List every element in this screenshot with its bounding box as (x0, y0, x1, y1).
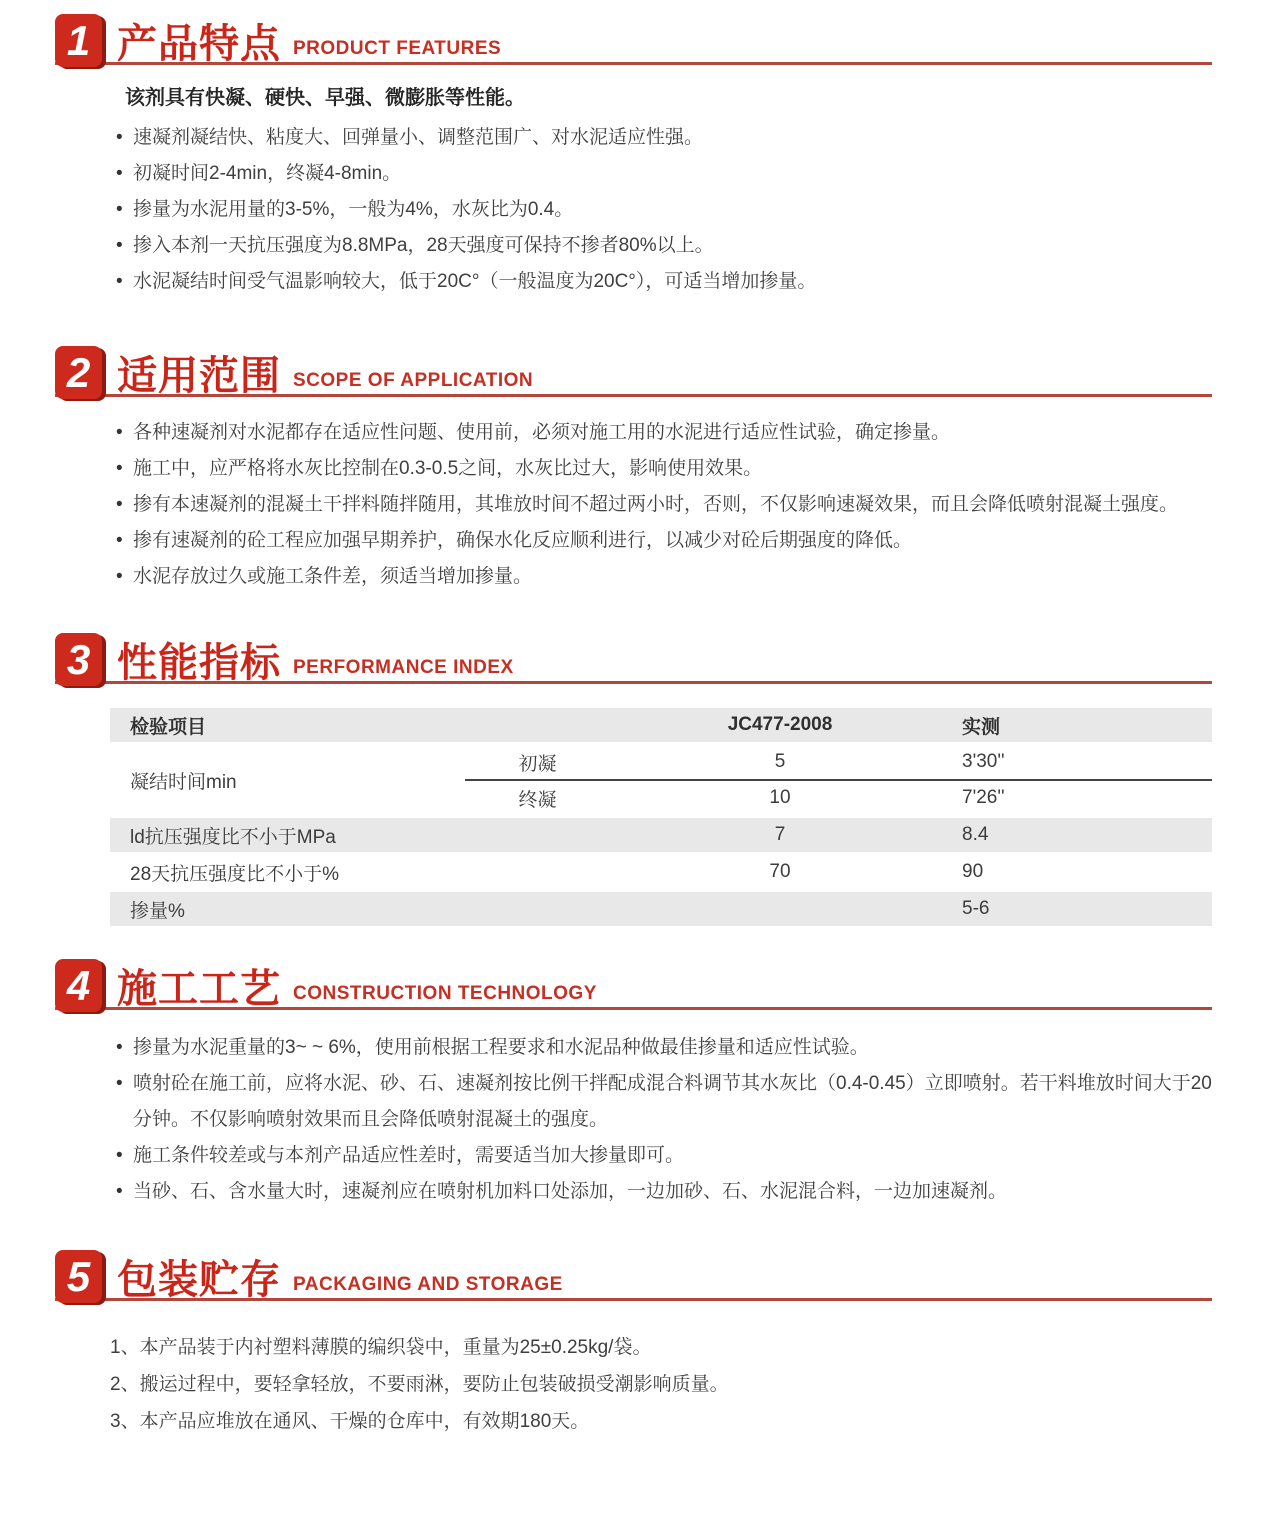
cell-value: 10 (610, 780, 950, 817)
cell-value: 90 (950, 854, 1212, 891)
section-3-number-badge (55, 633, 102, 686)
scope-list (113, 415, 1214, 595)
section-1-subtitle: PRODUCT FEATURES (293, 38, 502, 59)
section-3-subtitle: PERFORMANCE INDEX (293, 657, 514, 678)
section-product-features (0, 14, 1280, 300)
section-5-header (55, 1250, 1212, 1301)
section-2-subtitle: SCOPE OF APPLICATION (293, 370, 534, 391)
cell-value: 5-6 (950, 891, 1212, 928)
cell-initial-set: 初凝 (465, 744, 610, 781)
section-4-subtitle: CONSTRUCTION TECHNOLOGY (293, 983, 597, 1004)
cell-item: 掺量% (110, 891, 610, 928)
section-2-number-badge (55, 346, 102, 399)
cell-final-set: 终凝 (465, 780, 610, 817)
list-item: • 各种速凝剂对水泥都存在适应性问题、使用前，必须对施工用的水泥进行适应性试验，确定掺量。 (113, 415, 1214, 451)
cell-item: ld抗压强度比不小于MPa (110, 817, 610, 854)
section-number: 1 (66, 16, 91, 64)
table-header-row (110, 708, 1212, 744)
cell-value: 3'30'' (950, 744, 1212, 781)
cell-value: 70 (610, 854, 950, 891)
section-5-subtitle: PACKAGING AND STORAGE (293, 1274, 563, 1295)
section-number: 2 (66, 348, 91, 396)
list-item: • 水泥存放过久或施工条件差，须适当增加掺量。 (113, 559, 1214, 595)
table-row (110, 744, 1212, 781)
section-1-number-badge (55, 14, 102, 67)
intro-text: 该剂具有快凝、硬快、早强、微膨胀等性能。 (125, 87, 525, 109)
section-2-header (55, 346, 1212, 397)
cell-value: 7'26'' (950, 780, 1212, 817)
cell-value: 7 (610, 817, 950, 854)
performance-table (110, 708, 1212, 929)
list-item: • 当砂、石、含水量大时，速凝剂应在喷射机加料口处添加，一边加砂、石、水泥混合料，一边加速凝剂。 (113, 1174, 1214, 1210)
section-4-number-badge (55, 959, 102, 1012)
list-item: • 速凝剂凝结快、粘度大、回弹量小、调整范围广、对水泥适应性强。 (113, 120, 1214, 156)
section-performance-index (0, 633, 1280, 929)
list-item: 1、本产品装于内衬塑料薄膜的编织袋中，重量为25±0.25kg/袋。 (110, 1337, 652, 1358)
table-row (110, 891, 1212, 928)
table-row (110, 854, 1212, 891)
list-item: • 掺有速凝剂的砼工程应加强早期养护，确保水化反应顺利进行，以减少对砼后期强度的降低。 (113, 523, 1214, 559)
list-item: • 掺有本速凝剂的混凝土干拌料随拌随用，其堆放时间不超过两小时，否则，不仅影响速凝效果，而且会降低喷射混凝土强度。 (113, 487, 1214, 523)
section-packaging-and-storage (0, 1250, 1280, 1440)
list-item: • 施工条件较差或与本剂产品适应性差时，需要适当加大掺量即可。 (113, 1138, 1214, 1174)
list-item: • 初凝时间2-4min，终凝4-8min。 (113, 156, 1214, 192)
list-item: • 水泥凝结时间受气温影响较大，低于20C°（一般温度为20C°），可适当增加掺量。 (113, 264, 1214, 300)
list-item: 2、搬运过程中，要轻拿轻放，不要雨淋，要防止包装破损受潮影响质量。 (110, 1374, 729, 1395)
cell-value: 5 (610, 744, 950, 781)
column-header-standard: JC477-2008 (610, 708, 950, 744)
list-item: • 施工中，应严格将水灰比控制在0.3-0.5之间，水灰比过大，影响使用效果。 (113, 451, 1214, 487)
section-2-title: 适用范围 (117, 354, 281, 398)
section-5-title: 包装贮存 (117, 1258, 281, 1302)
section-4-title: 施工工艺 (117, 967, 281, 1011)
section-3-header (55, 633, 1212, 684)
list-item: 3、本产品应堆放在通风、干燥的仓库中，有效期180天。 (110, 1411, 590, 1432)
section-number: 3 (66, 635, 91, 683)
section-3-title: 性能指标 (117, 641, 281, 685)
section-number: 5 (66, 1252, 91, 1300)
section-1-title: 产品特点 (117, 22, 281, 66)
section-4-header (55, 959, 1212, 1010)
column-header-measured: 实测 (950, 708, 1212, 744)
cell-item: 28天抗压强度比不小于% (110, 854, 610, 891)
section-1-header (55, 14, 1212, 65)
list-item: • 掺量为水泥重量的3~ ~ 6%，使用前根据工程要求和水泥品种做最佳掺量和适应性试验。 (113, 1030, 1214, 1066)
construction-list (113, 1030, 1214, 1210)
cell-value (610, 891, 950, 928)
column-header-item: 检验项目 (110, 708, 610, 744)
section-5-number-badge (55, 1250, 102, 1303)
cell-value: 8.4 (950, 817, 1212, 854)
section-number: 4 (66, 961, 91, 1009)
packaging-list (110, 1329, 1214, 1440)
section-construction-technology (0, 959, 1280, 1210)
cell-setting-time-label: 凝结时间min (110, 744, 465, 817)
list-item: • 喷射砼在施工前，应将水泥、砂、石、速凝剂按比例干拌配成混合料调节其水灰比（0.4-0.45）立即喷射。若干料堆放时间大于20分钟。不仅影响喷射效果而且会降低喷射混凝土的强度。 (113, 1066, 1214, 1138)
list-item: • 掺入本剂一天抗压强度为8.8MPa，28天强度可保持不掺者80%以上。 (113, 228, 1214, 264)
section-scope-of-application (0, 346, 1280, 595)
features-list (113, 120, 1214, 300)
list-item: • 掺量为水泥用量的3-5%，一般为4%，水灰比为0.4。 (113, 192, 1214, 228)
table-row (110, 817, 1212, 854)
